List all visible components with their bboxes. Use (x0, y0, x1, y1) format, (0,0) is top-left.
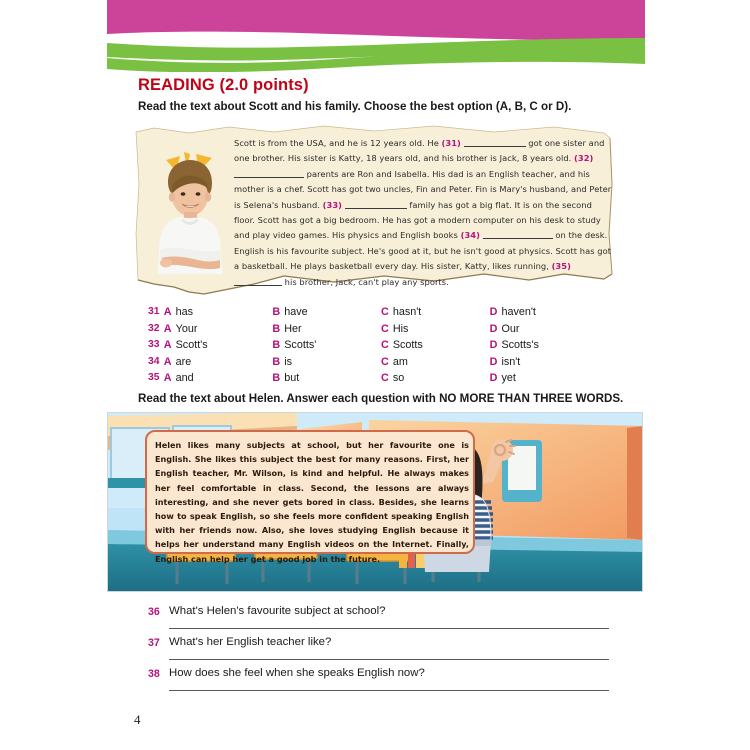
option-text: so (392, 372, 405, 385)
blank-number: (33) (322, 199, 343, 210)
option-text: Scotts (392, 339, 423, 352)
option-letter: D (489, 322, 498, 335)
option-choice-d[interactable] (490, 372, 618, 384)
option-row-number: 31 (148, 306, 160, 317)
passage-text-run: got one sister and one brother. His sister is Katty, 18 years old, and his brother is Jack, 8 years old. (234, 138, 605, 164)
scott-passage-text (234, 136, 614, 290)
option-letter: D (489, 355, 498, 368)
option-letter: C (381, 339, 389, 352)
page-number: 4 (134, 712, 141, 727)
option-choice-d[interactable] (490, 356, 618, 368)
scott-passage-panel (134, 124, 614, 304)
option-letter: D (489, 372, 498, 385)
option-text: is (284, 355, 293, 368)
instruction-scott: Read the text about Scott and his family. Choose the best option (A, B, C or D). (138, 100, 572, 113)
blank-number: (34) (460, 230, 480, 241)
option-letter: A (163, 306, 172, 318)
option-choice-d[interactable] (490, 306, 618, 318)
option-choice-d[interactable] (490, 339, 618, 351)
question-row (148, 666, 618, 697)
option-letter: D (489, 306, 498, 318)
option-text: but (284, 372, 300, 385)
option-letter: B (272, 372, 281, 385)
answer-line[interactable] (169, 659, 609, 660)
passage-text-run: family has got a big flat. It is on the second floor. Scott has got a big bedroom. He has got a modern computer on his desk to study and play video games. His physics and English books (234, 199, 601, 241)
option-row-number: 35 (148, 372, 160, 384)
option-text: isn't (501, 355, 521, 368)
helen-passage-text: Helen likes many subjects at school, but her favourite one is English. She likes this subject the best for many reasons. First, her English teacher, Mr. Wilson, is kind and helpful. He always makes her feel comfortable in class. Second, the lessons are always interesting, and she never gets bored in class. Besides, she learns how to speak English, so she feels more confident speaking English with her friends now. Also, she loves studying English because it helps her understand many English videos on the Internet. Finally, English can help her get a good job in the future. (155, 440, 469, 564)
answer-line[interactable] (169, 690, 609, 691)
option-choice-b[interactable] (272, 356, 381, 368)
option-text: Scott's (175, 339, 208, 352)
option-text: has (175, 306, 194, 318)
option-letter: A (163, 322, 172, 335)
option-text: are (175, 355, 192, 368)
question-number: 36 (148, 606, 160, 618)
question-text: How does she feel when she speaks English now? (169, 667, 425, 679)
option-text: Her (284, 322, 302, 335)
option-text: Your (175, 322, 198, 335)
option-letter: C (381, 306, 389, 318)
boy-photo (142, 138, 234, 286)
question-number: 37 (148, 637, 160, 649)
option-text: am (392, 355, 408, 368)
option-letter: A (163, 355, 172, 368)
question-row (148, 604, 618, 635)
option-text: Scotts's (501, 339, 539, 352)
option-choice-b[interactable] (272, 323, 381, 335)
blank-number: (35) (551, 261, 571, 272)
option-row (148, 306, 618, 323)
option-choice-c[interactable] (381, 339, 490, 351)
option-letter: B (272, 339, 281, 352)
header-decoration (0, 0, 750, 72)
option-letter: C (381, 372, 389, 385)
option-row (148, 372, 618, 389)
option-choice-c[interactable] (381, 323, 490, 335)
option-row-number: 32 (148, 322, 160, 334)
helen-text-bubble (145, 430, 475, 564)
option-letter: C (381, 355, 389, 368)
option-choice-b[interactable] (272, 372, 381, 384)
instruction-helen-lead: Read the text about Helen. Answer each question with (138, 392, 440, 405)
passage-text-run: parents are Ron and Isabella. His dad is an English teacher, and his mother is a chef. Scott has got two uncles, Fin and Peter. Fin is Mary's husband, and Peter is Selena's husband. (234, 168, 612, 210)
answer-options-grid (148, 306, 618, 389)
option-letter: B (272, 355, 281, 368)
option-text: and (175, 372, 194, 385)
question-text: What's her English teacher like? (169, 636, 332, 648)
option-text: Our (501, 322, 520, 335)
questions-list (148, 604, 618, 697)
classroom-illustration (107, 412, 643, 592)
answer-blank[interactable] (345, 198, 407, 209)
option-letter: C (381, 322, 389, 335)
answer-blank[interactable] (234, 167, 304, 178)
question-text: What's Helen's favourite subject at school? (169, 605, 386, 617)
answer-blank[interactable] (464, 136, 526, 147)
option-letter: A (163, 339, 172, 352)
option-text: His (392, 322, 409, 335)
option-choice-a[interactable] (164, 339, 273, 351)
option-text: haven't (501, 306, 536, 318)
instruction-helen (138, 392, 623, 405)
option-row (148, 339, 618, 356)
option-choice-c[interactable] (381, 356, 490, 368)
passage-text-run: Scott is from the USA, and he is 12 years old. He (234, 138, 442, 148)
option-text: yet (501, 372, 516, 385)
option-choice-a[interactable] (164, 356, 273, 368)
option-choice-b[interactable] (272, 306, 381, 318)
question-row (148, 635, 618, 666)
option-letter: D (489, 339, 498, 352)
option-choice-b[interactable] (272, 339, 381, 351)
option-choice-a[interactable] (164, 306, 273, 318)
question-number: 38 (148, 668, 160, 680)
option-letter: A (163, 372, 172, 385)
option-text: have (284, 306, 308, 318)
option-text: hasn't (392, 306, 422, 318)
option-row-number: 34 (148, 355, 160, 367)
option-choice-c[interactable] (381, 372, 490, 384)
blank-number: (32) (574, 153, 594, 164)
passage-text-run: his brother, Jack, can't play any sports. (282, 276, 449, 287)
blank-number: (31) (441, 138, 461, 148)
instruction-helen-caps: NO MORE THAN THREE WORDS. (439, 392, 624, 405)
option-row (148, 356, 618, 373)
option-choice-a[interactable] (164, 323, 273, 335)
option-row (148, 323, 618, 340)
option-letter: B (272, 306, 281, 318)
page-title: READING (2.0 points) (138, 76, 309, 94)
answer-blank[interactable] (483, 228, 553, 239)
answer-line[interactable] (169, 628, 609, 629)
answer-blank[interactable] (234, 275, 282, 286)
passage-text-run: on the desk. English is his favourite subject. He's good at it, but he isn't good at physics. Scott has got a basketball. He plays basketball every day. His sister, Katty, likes running, (234, 230, 612, 272)
option-choice-d[interactable] (490, 323, 618, 335)
option-choice-a[interactable] (164, 372, 273, 384)
option-letter: B (272, 322, 281, 335)
option-text: Scotts' (284, 339, 317, 352)
option-choice-c[interactable] (381, 306, 490, 318)
option-row-number: 33 (148, 339, 160, 351)
